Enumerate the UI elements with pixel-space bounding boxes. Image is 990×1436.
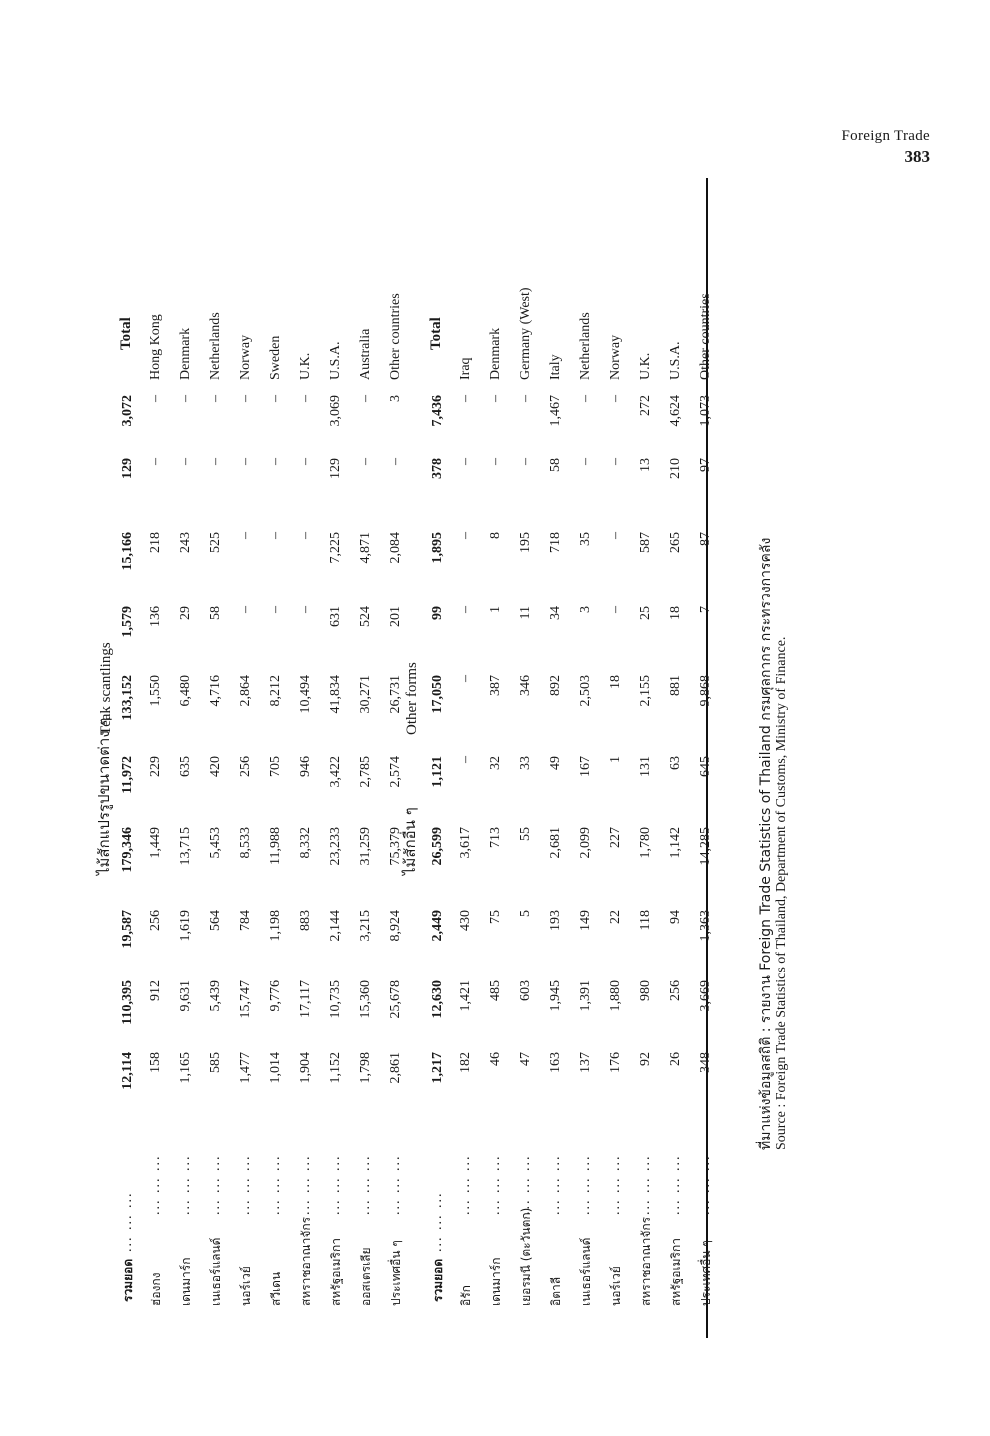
table1-total-cell: 133,152 bbox=[120, 675, 135, 721]
table1-cell: 2,084 bbox=[388, 532, 403, 564]
table1-cell: 1,165 bbox=[178, 1052, 193, 1084]
page-header bbox=[842, 128, 931, 167]
table1-row-dots: ... ... ... bbox=[358, 1154, 373, 1215]
table2-cell: 1,391 bbox=[578, 980, 593, 1012]
table1-cell: 635 bbox=[178, 756, 193, 777]
table1-row-label-en: Sweden bbox=[268, 335, 283, 380]
table1-total-cell: 110,395 bbox=[120, 980, 135, 1025]
table2-cell: 1,780 bbox=[638, 827, 653, 859]
table1-row-dots: ... ... ... bbox=[148, 1154, 163, 1215]
table2-cell: 3 bbox=[578, 606, 593, 613]
table1-cell: 41,834 bbox=[328, 675, 343, 714]
table1-cell: – bbox=[178, 458, 193, 465]
table1-total-cell: 19,587 bbox=[120, 910, 135, 949]
table2-cell: 87 bbox=[698, 532, 713, 546]
table1-cell: – bbox=[238, 606, 253, 613]
table2-cell: 265 bbox=[668, 532, 683, 553]
table1-row-label-en: Norway bbox=[238, 334, 253, 380]
table1-cell: 9,631 bbox=[178, 980, 193, 1012]
table1-cell: – bbox=[208, 395, 223, 402]
table1-cell: 5,453 bbox=[208, 827, 223, 859]
table1-cell: – bbox=[238, 532, 253, 539]
table1-cell: 8,212 bbox=[268, 675, 283, 707]
table2-cell: 1 bbox=[488, 606, 503, 613]
table2-cell: 55 bbox=[518, 827, 533, 841]
table2-heading-en: Other forms bbox=[404, 662, 420, 735]
table1-total-cell: 1,579 bbox=[120, 606, 135, 638]
table1-row-label-th: ออสเตรเลีย bbox=[359, 1247, 373, 1306]
table2-cell: 430 bbox=[458, 910, 473, 931]
table1-cell: 8,924 bbox=[388, 910, 403, 942]
table1-row-label-en: Netherlands bbox=[208, 312, 223, 380]
table2-row-label-th: ประเทศอื่น ๆ bbox=[699, 1240, 713, 1306]
table2-cell: 2,099 bbox=[578, 827, 593, 859]
table2-row-label-en: Iraq bbox=[458, 357, 473, 380]
table2-cell: 13 bbox=[638, 458, 653, 472]
table1-cell: 158 bbox=[148, 1052, 163, 1073]
table1-cell: 136 bbox=[148, 606, 163, 627]
table2-cell: 149 bbox=[578, 910, 593, 931]
table1-cell: 1,014 bbox=[268, 1052, 283, 1084]
table1-row-label-th: สวีเดน bbox=[269, 1271, 283, 1306]
table2-row-label-th: อิรัก bbox=[459, 1285, 473, 1306]
table2-row-dots: ... ... ... bbox=[458, 1154, 473, 1215]
table1-cell: 420 bbox=[208, 756, 223, 777]
table2-cell: 1,073 bbox=[698, 395, 713, 427]
table1-row-dots: ... ... ... bbox=[268, 1154, 283, 1215]
table1-cell: 15,747 bbox=[238, 980, 253, 1019]
table2-cell: 346 bbox=[518, 675, 533, 696]
table2-row-dots: ... ... ... bbox=[488, 1154, 503, 1215]
table2-cell: 18 bbox=[668, 606, 683, 620]
table2-cell: 256 bbox=[668, 980, 683, 1001]
table2-cell: 26 bbox=[668, 1052, 683, 1066]
table1-cell: 631 bbox=[328, 606, 343, 627]
table2-row-label-en: U.S.A. bbox=[668, 341, 683, 380]
table2-cell: 46 bbox=[488, 1052, 503, 1066]
table2-cell: 35 bbox=[578, 532, 593, 546]
table2-row-label-th: อิตาลี bbox=[549, 1276, 563, 1306]
table1-cell: – bbox=[268, 532, 283, 539]
table2-cell: 3,669 bbox=[698, 980, 713, 1012]
table1-row-label-th: เนเธอร์แลนด์ bbox=[209, 1237, 223, 1306]
table2-cell: 92 bbox=[638, 1052, 653, 1066]
table1-cell: – bbox=[298, 458, 313, 465]
table1-heading-th: ไม้สักแปรรูปขนาดต่าง ๆ bbox=[95, 717, 113, 875]
table1-row-dots: ... ... ... bbox=[328, 1154, 343, 1215]
table2-cell: 195 bbox=[518, 532, 533, 553]
table2-cell: 227 bbox=[608, 827, 623, 848]
table1-row-label-th: ฮ่องกง bbox=[149, 1272, 163, 1306]
table2-cell: 34 bbox=[548, 606, 563, 620]
table1-cell: 564 bbox=[208, 910, 223, 931]
table2-cell: 14,285 bbox=[698, 827, 713, 866]
table2-cell: 4,624 bbox=[668, 395, 683, 427]
table2-row-label-en: Norway bbox=[608, 334, 623, 380]
table2-row-label-en: Germany (West) bbox=[518, 287, 533, 380]
table2-row-label-th: สหราชอาณาจักร bbox=[639, 1216, 653, 1306]
table1-cell: – bbox=[148, 395, 163, 402]
table1-cell: 129 bbox=[328, 458, 343, 479]
table2-cell: – bbox=[518, 458, 533, 465]
table1-cell: 1,550 bbox=[148, 675, 163, 707]
table2-cell: – bbox=[458, 606, 473, 613]
table2-cell: 8 bbox=[488, 532, 503, 539]
table1-cell: 912 bbox=[148, 980, 163, 1001]
table2-cell: 118 bbox=[638, 910, 653, 931]
table1-cell: 58 bbox=[208, 606, 223, 620]
table2-total-dots: ... ... ... bbox=[430, 1191, 445, 1252]
table1-cell: – bbox=[178, 395, 193, 402]
table1-cell: 218 bbox=[148, 532, 163, 553]
table1-cell: 5,439 bbox=[208, 980, 223, 1012]
table2-cell: 1,945 bbox=[548, 980, 563, 1012]
table1-heading-en: Teak scantlings bbox=[98, 642, 114, 735]
table1-cell: 229 bbox=[148, 756, 163, 777]
table1-cell: – bbox=[148, 458, 163, 465]
table1-cell: 2,144 bbox=[328, 910, 343, 942]
table2-cell: 33 bbox=[518, 756, 533, 770]
table2-cell: 2,155 bbox=[638, 675, 653, 707]
table1-cell: 256 bbox=[148, 910, 163, 931]
table2-cell: 587 bbox=[638, 532, 653, 553]
table2-cell: – bbox=[608, 395, 623, 402]
table1-cell: 4,871 bbox=[358, 532, 373, 564]
table2-cell: 137 bbox=[578, 1052, 593, 1073]
table1-cell: 883 bbox=[298, 910, 313, 931]
table2-cell: 63 bbox=[668, 756, 683, 770]
table2-cell: 348 bbox=[698, 1052, 713, 1073]
table2-cell: 713 bbox=[488, 827, 503, 848]
table1-cell: 31,259 bbox=[358, 827, 373, 866]
table2-row-label-th: เยอรมนี (ตะวันตก) bbox=[519, 1207, 533, 1306]
table1-cell: 2,785 bbox=[358, 756, 373, 788]
table1-total-dots: ... ... ... bbox=[120, 1191, 135, 1252]
table1-total-cell: 3,072 bbox=[120, 395, 135, 427]
table2-cell: 25 bbox=[638, 606, 653, 620]
table2-cell: 387 bbox=[488, 675, 503, 696]
table2-cell: 1,421 bbox=[458, 980, 473, 1012]
table1-row-label-th: นอร์เวย์ bbox=[239, 1266, 253, 1306]
table1-cell: 243 bbox=[178, 532, 193, 553]
table2-heading-th: ไม้สักอื่น ๆ bbox=[401, 807, 419, 875]
table1-cell: 75,379 bbox=[388, 827, 403, 866]
table1-cell: 15,360 bbox=[358, 980, 373, 1019]
source-line-th: ที่มาแห่งข้อมูลสถิติ : รายงาน Foreign Trade Statistics of Thailand กรมศุลกากร กระทรวงการคลัง bbox=[758, 537, 774, 1150]
table1-cell: 524 bbox=[358, 606, 373, 627]
table2-cell: 94 bbox=[668, 910, 683, 924]
table2-total-cell: 17,050 bbox=[430, 675, 445, 714]
table1-cell: – bbox=[388, 458, 403, 465]
table1-cell: – bbox=[358, 395, 373, 402]
table1-row-label-th: เดนมาร์ก bbox=[179, 1257, 193, 1306]
table1-cell: 2,574 bbox=[388, 756, 403, 788]
table1-total-label-th: รวมยอด bbox=[121, 1258, 135, 1302]
table2-cell: – bbox=[458, 458, 473, 465]
table2-total-cell: 2,449 bbox=[430, 910, 445, 942]
table1-cell: 3,215 bbox=[358, 910, 373, 942]
table2-cell: 2,503 bbox=[578, 675, 593, 707]
table1-total-cell: 11,972 bbox=[120, 756, 135, 794]
table2-cell: 58 bbox=[548, 458, 563, 472]
table1-cell: 256 bbox=[238, 756, 253, 777]
table2-cell: 182 bbox=[458, 1052, 473, 1073]
table1-cell: 26,731 bbox=[388, 675, 403, 714]
table1-cell: 3 bbox=[388, 395, 403, 402]
table1-row-label-en: Australia bbox=[358, 328, 373, 380]
table2-row-label-th: สหรัฐอเมริกา bbox=[669, 1238, 683, 1306]
table1-cell: 1,152 bbox=[328, 1052, 343, 1084]
table2-cell: – bbox=[488, 395, 503, 402]
table2-cell: 9,868 bbox=[698, 675, 713, 707]
table2-row-dots: ... ... ... bbox=[608, 1154, 623, 1215]
table2-cell: 718 bbox=[548, 532, 563, 553]
table2-cell: 32 bbox=[488, 756, 503, 770]
table1-cell: 201 bbox=[388, 606, 403, 627]
table2-cell: 49 bbox=[548, 756, 563, 770]
table1-cell: 1,904 bbox=[298, 1052, 313, 1084]
table2-row-label-en: Denmark bbox=[488, 327, 503, 380]
table1-cell: – bbox=[268, 395, 283, 402]
table1-cell: 25,678 bbox=[388, 980, 403, 1019]
table2-cell: 980 bbox=[638, 980, 653, 1001]
table1-cell: 13,715 bbox=[178, 827, 193, 866]
table1-total-cell: 179,346 bbox=[120, 827, 135, 873]
table1-cell: 30,271 bbox=[358, 675, 373, 714]
table1-row-label-th: สหราชอาณาจักร bbox=[299, 1216, 313, 1306]
table1-cell: 1,449 bbox=[148, 827, 163, 859]
table1-cell: – bbox=[238, 458, 253, 465]
table1-cell: 2,864 bbox=[238, 675, 253, 707]
table2-row-dots: ... ... ... bbox=[578, 1154, 593, 1215]
table2-cell: – bbox=[458, 675, 473, 682]
table1-total-label-en: Total bbox=[118, 317, 134, 350]
table2-row-label-th: เนเธอร์แลนด์ bbox=[579, 1237, 593, 1306]
table2-cell: 645 bbox=[698, 756, 713, 777]
table2-cell: 11 bbox=[518, 606, 533, 620]
table2-cell: 131 bbox=[638, 756, 653, 777]
table1-row-label-en: Hong Kong bbox=[148, 314, 163, 380]
table2-row-dots: ... ... ... bbox=[518, 1154, 533, 1215]
table2-cell: – bbox=[578, 395, 593, 402]
table1-row-dots: ... ... ... bbox=[388, 1154, 403, 1215]
table2-cell: 881 bbox=[668, 675, 683, 696]
table1-cell: – bbox=[298, 395, 313, 402]
table2-cell: – bbox=[518, 395, 533, 402]
table1-cell: – bbox=[358, 458, 373, 465]
table1-cell: 784 bbox=[238, 910, 253, 931]
table1-total-cell: 12,114 bbox=[120, 1052, 135, 1090]
table2-total-cell: 1,121 bbox=[430, 756, 445, 788]
table1-cell: – bbox=[268, 606, 283, 613]
table2-total-cell: 378 bbox=[430, 458, 445, 479]
table2-cell: – bbox=[608, 606, 623, 613]
table1-row-label-th: ประเทศอื่น ๆ bbox=[389, 1240, 403, 1306]
table1-cell: 8,533 bbox=[238, 827, 253, 859]
table1-cell: 4,716 bbox=[208, 675, 223, 707]
table2-row-dots: ... ... ... bbox=[638, 1154, 653, 1215]
source-line-en: Source : Foreign Trade Statistics of Thailand, Department of Customs, Ministry of Finance. bbox=[774, 636, 789, 1150]
table1-row-label-en: U.K. bbox=[298, 352, 313, 380]
table2-cell: 1,880 bbox=[608, 980, 623, 1012]
table1-row-label-en: Denmark bbox=[178, 327, 193, 380]
table2-cell: 163 bbox=[548, 1052, 563, 1073]
table2-cell: 2,681 bbox=[548, 827, 563, 859]
table1-row-label-en: U.S.A. bbox=[328, 341, 343, 380]
table1-cell: 585 bbox=[208, 1052, 223, 1073]
table2-row-label-th: นอร์เวย์ bbox=[609, 1266, 623, 1306]
table2-cell: – bbox=[488, 458, 503, 465]
table1-cell: 3,422 bbox=[328, 756, 343, 788]
table2-row-label-th: เดนมาร์ก bbox=[489, 1257, 503, 1306]
table2-cell: – bbox=[608, 458, 623, 465]
table1-cell: 29 bbox=[178, 606, 193, 620]
table2-cell: 1,467 bbox=[548, 395, 563, 427]
table1-row-dots: ... ... ... bbox=[208, 1154, 223, 1215]
table2-row-label-en: Netherlands bbox=[578, 312, 593, 380]
table1-cell: 10,735 bbox=[328, 980, 343, 1019]
table1-total-cell: 15,166 bbox=[120, 532, 135, 571]
table1-cell: 7,225 bbox=[328, 532, 343, 564]
table1-cell: – bbox=[208, 458, 223, 465]
table1-row-dots: ... ... ... bbox=[298, 1154, 313, 1215]
table1-cell: – bbox=[238, 395, 253, 402]
table2-cell: 1 bbox=[608, 756, 623, 763]
table2-cell: 272 bbox=[638, 395, 653, 416]
table2-cell: – bbox=[458, 532, 473, 539]
table1-row-label-th: สหรัฐอเมริกา bbox=[329, 1238, 343, 1306]
table2-total-cell: 99 bbox=[430, 606, 445, 620]
table2-cell: 7 bbox=[698, 606, 713, 613]
table1-row-label-en: Other countries bbox=[388, 293, 403, 380]
table2-cell: 97 bbox=[698, 458, 713, 472]
table2-cell: – bbox=[578, 458, 593, 465]
table2-cell: 193 bbox=[548, 910, 563, 931]
table2-cell: 892 bbox=[548, 675, 563, 696]
table2-cell: – bbox=[608, 532, 623, 539]
table1-cell: 10,494 bbox=[298, 675, 313, 714]
rotated-table bbox=[90, 130, 789, 1330]
table2-cell: 167 bbox=[578, 756, 593, 777]
table2-row-dots: ... ... ... bbox=[668, 1154, 683, 1215]
table2-cell: 176 bbox=[608, 1052, 623, 1073]
table1-cell: 1,798 bbox=[358, 1052, 373, 1084]
table2-row-label-en: U.K. bbox=[638, 352, 653, 380]
table1-cell: 1,198 bbox=[268, 910, 283, 942]
table2-cell: 3,617 bbox=[458, 827, 473, 859]
table2-row-label-en: Italy bbox=[548, 354, 563, 380]
table1-cell: 705 bbox=[268, 756, 283, 777]
table2-cell: 1,142 bbox=[668, 827, 683, 859]
table1-row-dots: ... ... ... bbox=[178, 1154, 193, 1215]
table2-cell: – bbox=[458, 395, 473, 402]
table2-total-cell: 26,599 bbox=[430, 827, 445, 866]
table2-total-label-en: Total bbox=[428, 317, 444, 350]
table1-cell: 6,480 bbox=[178, 675, 193, 707]
table1-cell: 23,233 bbox=[328, 827, 343, 866]
page-number: 383 bbox=[904, 147, 930, 166]
table2-cell: 603 bbox=[518, 980, 533, 1001]
table1-cell: – bbox=[298, 532, 313, 539]
table1-cell: 1,477 bbox=[238, 1052, 253, 1084]
table1-cell: 525 bbox=[208, 532, 223, 553]
table2-row-label-en: Other countries bbox=[698, 293, 713, 380]
table1-cell: 946 bbox=[298, 756, 313, 777]
table2-cell: 1,363 bbox=[698, 910, 713, 942]
table1-row-dots: ... ... ... bbox=[238, 1154, 253, 1215]
table1-cell: – bbox=[268, 458, 283, 465]
table2-cell: 485 bbox=[488, 980, 503, 1001]
table2-total-label-th: รวมยอด bbox=[431, 1258, 445, 1302]
table1-cell: 2,861 bbox=[388, 1052, 403, 1084]
section-title: Foreign Trade bbox=[841, 128, 930, 144]
table1-total-cell: 129 bbox=[120, 458, 135, 479]
table1-cell: 1,619 bbox=[178, 910, 193, 942]
table2-total-cell: 1,895 bbox=[430, 532, 445, 564]
table1-cell: – bbox=[298, 606, 313, 613]
table1-cell: 17,117 bbox=[298, 980, 313, 1018]
table2-total-cell: 1,217 bbox=[430, 1052, 445, 1084]
table2-total-cell: 12,630 bbox=[430, 980, 445, 1019]
table2-cell: 22 bbox=[608, 910, 623, 924]
table1-cell: 11,988 bbox=[268, 827, 283, 865]
table2-cell: – bbox=[458, 756, 473, 763]
table2-row-dots: ... ... ... bbox=[698, 1154, 713, 1215]
table2-row-dots: ... ... ... bbox=[548, 1154, 563, 1215]
table2-cell: 18 bbox=[608, 675, 623, 689]
table1-cell: 9,776 bbox=[268, 980, 283, 1012]
table1-cell: 8,332 bbox=[298, 827, 313, 859]
table2-total-cell: 7,436 bbox=[430, 395, 445, 427]
table2-cell: 5 bbox=[518, 910, 533, 917]
table2-cell: 210 bbox=[668, 458, 683, 479]
table1-cell: 3,069 bbox=[328, 395, 343, 427]
table2-cell: 47 bbox=[518, 1052, 533, 1066]
table2-cell: 75 bbox=[488, 910, 503, 924]
